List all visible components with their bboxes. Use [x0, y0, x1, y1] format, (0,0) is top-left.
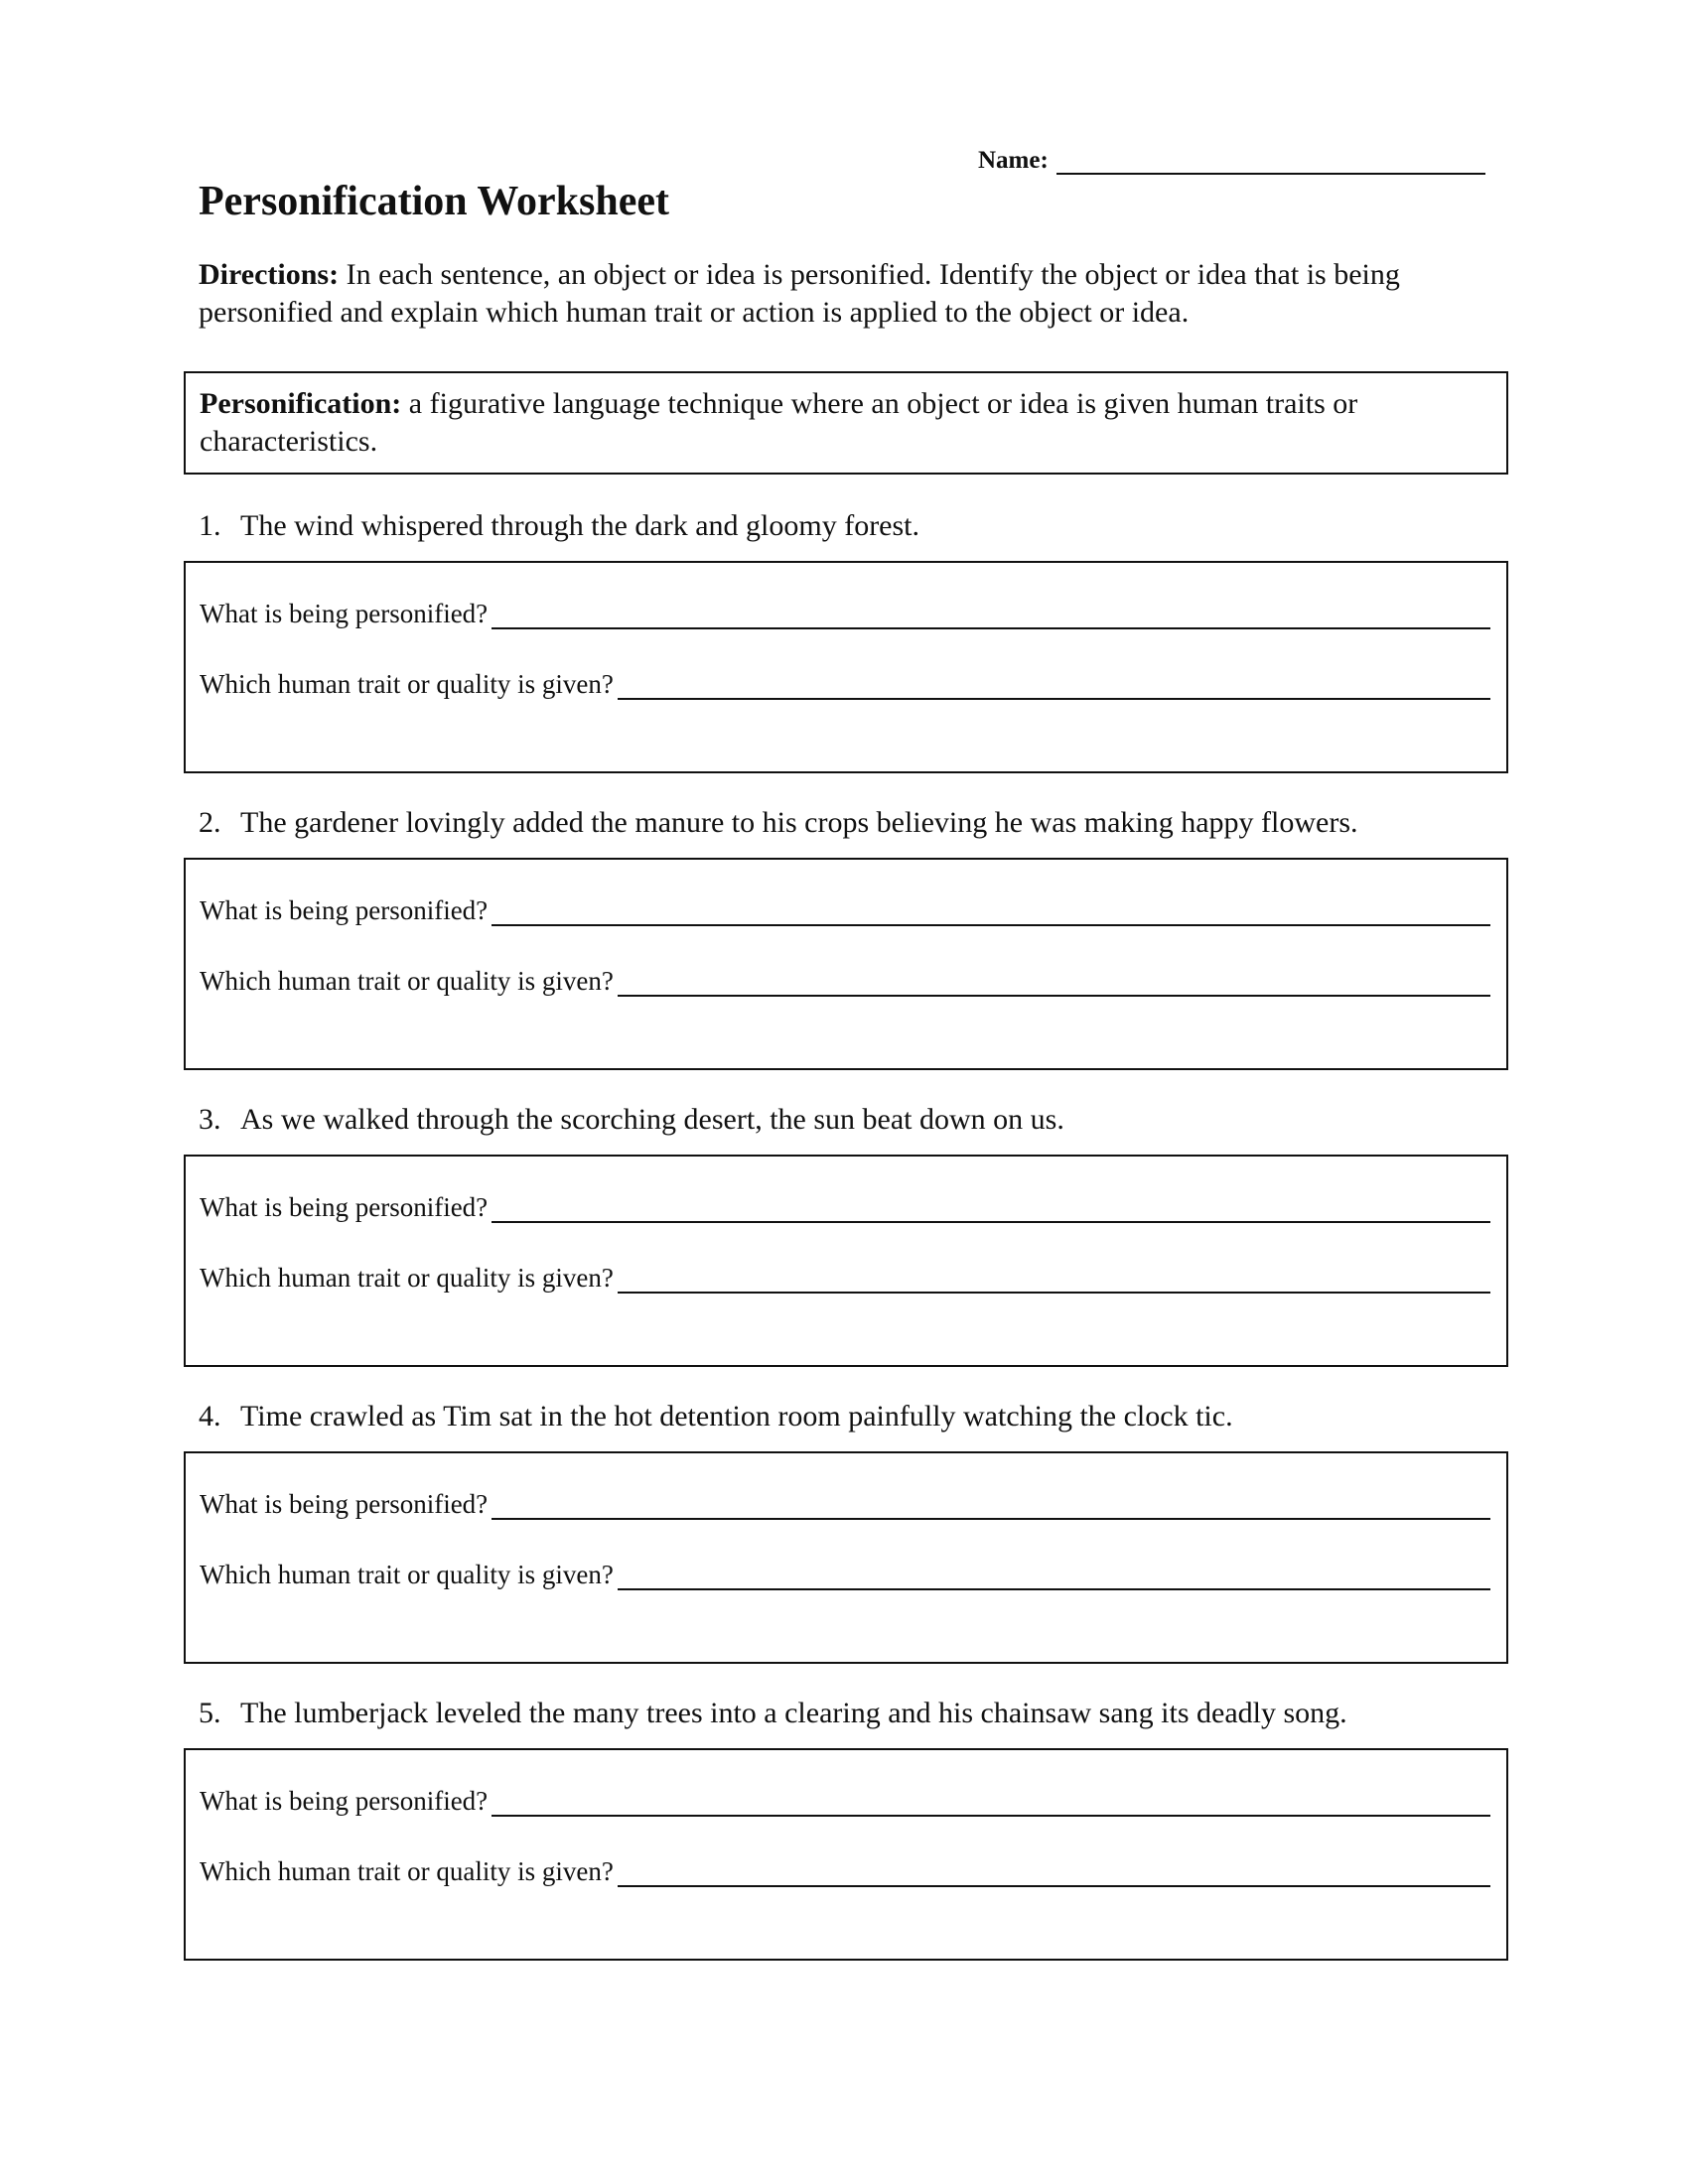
question-number: 4. — [199, 1400, 221, 1433]
question-5 — [199, 1696, 1347, 1731]
personified-prompt: What is being personified? — [200, 895, 489, 925]
question-sentence: The lumberjack leveled the many trees into a clearing and his chainsaw sang its deadly song. — [240, 1697, 1347, 1729]
trait-prompt: Which human trait or quality is given? — [200, 1263, 614, 1293]
personified-answer-row — [200, 1192, 1490, 1223]
question-number: 2. — [199, 806, 221, 839]
trait-answer-blank[interactable] — [618, 1563, 1490, 1590]
question-number: 5. — [199, 1697, 221, 1729]
personified-answer-blank[interactable] — [492, 1195, 1490, 1223]
question-sentence: The wind whispered through the dark and gloomy forest. — [240, 509, 920, 542]
personified-answer-blank[interactable] — [492, 1789, 1490, 1817]
directions-text: In each sentence, an object or idea is personified. Identify the object or idea that is being personified and explain which human trait or action is applied to the object or idea. — [199, 258, 1400, 329]
question-3 — [199, 1102, 1064, 1138]
answer-box-2 — [184, 858, 1508, 1070]
personified-answer-blank[interactable] — [492, 602, 1490, 629]
trait-answer-row — [200, 966, 1490, 997]
personified-answer-row — [200, 599, 1490, 629]
trait-answer-blank[interactable] — [618, 672, 1490, 700]
question-number: 3. — [199, 1103, 221, 1136]
trait-prompt: Which human trait or quality is given? — [200, 1856, 614, 1886]
trait-answer-row — [200, 1263, 1490, 1294]
personified-answer-row — [200, 1489, 1490, 1520]
name-label: Name: — [978, 147, 1049, 174]
question-2 — [199, 805, 1358, 841]
question-4 — [199, 1399, 1233, 1434]
directions-label: Directions: — [199, 258, 340, 291]
answer-box-3 — [184, 1155, 1508, 1367]
personified-answer-row — [200, 1786, 1490, 1817]
personified-prompt: What is being personified? — [200, 599, 489, 628]
trait-prompt: Which human trait or quality is given? — [200, 669, 614, 699]
question-number: 1. — [199, 509, 221, 542]
answer-box-1 — [184, 561, 1508, 773]
personified-prompt: What is being personified? — [200, 1489, 489, 1519]
trait-answer-row — [200, 1856, 1490, 1887]
trait-prompt: Which human trait or quality is given? — [200, 966, 614, 996]
trait-prompt: Which human trait or quality is given? — [200, 1560, 614, 1589]
trait-answer-row — [200, 669, 1490, 700]
question-sentence: The gardener lovingly added the manure to his crops believing he was making happy flowers. — [240, 806, 1358, 839]
directions — [199, 256, 1509, 332]
personified-prompt: What is being personified? — [200, 1786, 489, 1816]
question-sentence: As we walked through the scorching desert, the sun beat down on us. — [240, 1103, 1064, 1136]
personified-answer-blank[interactable] — [492, 898, 1490, 926]
personified-prompt: What is being personified? — [200, 1192, 489, 1222]
name-field — [978, 147, 1485, 175]
question-sentence: Time crawled as Tim sat in the hot detention room painfully watching the clock tic. — [240, 1400, 1233, 1433]
answer-box-4 — [184, 1451, 1508, 1664]
personified-answer-row — [200, 895, 1490, 926]
definition-box — [184, 371, 1508, 475]
trait-answer-blank[interactable] — [618, 1266, 1490, 1294]
name-blank[interactable] — [1056, 147, 1485, 175]
question-1 — [199, 508, 919, 544]
trait-answer-row — [200, 1560, 1490, 1590]
trait-answer-blank[interactable] — [618, 969, 1490, 997]
answer-box-5 — [184, 1748, 1508, 1961]
trait-answer-blank[interactable] — [618, 1859, 1490, 1887]
personified-answer-blank[interactable] — [492, 1492, 1490, 1520]
page-title: Personification Worksheet — [199, 179, 670, 224]
definition-term: Personification: — [200, 387, 402, 420]
definition-text: a figurative language technique where an object or idea is given human traits or characteristics. — [200, 387, 1358, 458]
